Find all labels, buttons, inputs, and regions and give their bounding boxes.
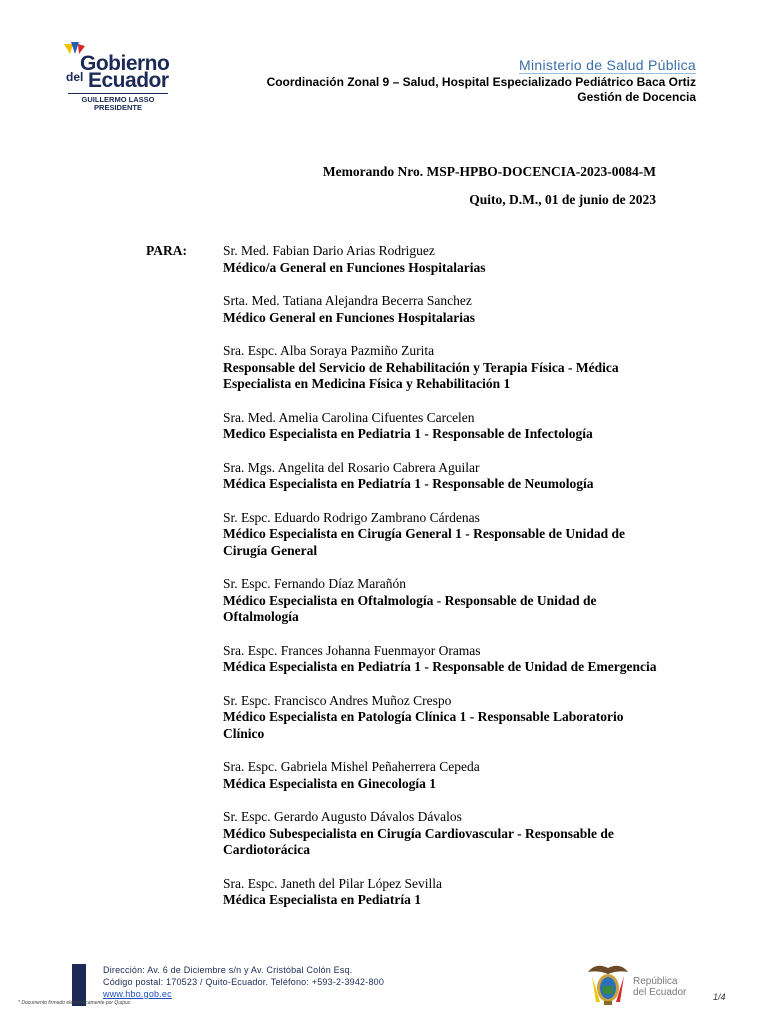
logo-text-ecuador: Ecuador (88, 69, 169, 92)
logo-text-gobierno: Gobierno (80, 52, 170, 75)
logo-text-del: del (66, 70, 84, 84)
recipient-name: Sra. Mgs. Angelita del Rosario Cabrera Aguilar (223, 459, 480, 475)
recipient-name: Sra. Espc. Gabriela Mishel Peñaherrera Cepeda (223, 759, 480, 774)
para-label: PARA: (146, 243, 187, 258)
recipient-role: Responsable del Servicio de Rehabilitación y Terapia Física - Médica Especialista en Medicina Física y Rehabilitación 1 (223, 359, 619, 391)
recipient-name: Sr. Espc. Fernando Díaz Marañón (223, 576, 406, 591)
recipient-entry (223, 460, 663, 493)
recipient-entry (223, 759, 663, 792)
logo-president-title: PRESIDENTE (94, 103, 142, 112)
footer-signature-note: * Documento firmado electrónicamente por Quipux (18, 1000, 131, 1006)
recipient-role: Médico Especialista en Oftalmología - Responsable de Unidad de Oftalmología (223, 592, 597, 624)
recipient-name: Sra. Med. Amelia Carolina Cifuentes Carcelen (223, 409, 475, 425)
document-header (267, 57, 696, 105)
recipient-role: Médica Especialista en Pediatría 1 (223, 892, 421, 907)
recipient-name: Sra. Espc. Janeth del Pilar López Sevilla (223, 875, 442, 891)
footer-contact (103, 964, 384, 1000)
recipient-entry (223, 809, 663, 859)
recipient-role: Médico Especialista en Patología Clínica 1 - Responsable Laboratorio Clínico (223, 709, 624, 741)
recipient-name: Sra. Espc. Frances Johanna Fuenmayor Oramas (223, 642, 481, 658)
recipient-role: Médico/a General en Funciones Hospitalarias (223, 259, 486, 275)
page-number: 1/4 (713, 992, 726, 1002)
footer-postal: Código postal: 170523 / Quito-Ecuador. Teléfono: +593-2-3942-800 (103, 977, 385, 987)
republic-line1: República (633, 976, 678, 987)
department-line: Gestión de Docencia (577, 90, 696, 104)
recipient-list (223, 243, 663, 926)
coat-of-arms-icon (584, 958, 632, 1006)
recipient-name: Sr. Espc. Gerardo Augusto Dávalos Dávalos (223, 809, 462, 824)
footer-website-link[interactable]: www.hbo.gob.ec (103, 989, 172, 999)
recipient-entry (223, 293, 663, 326)
coordination-line: Coordinación Zonal 9 – Salud, Hospital Especializado Pediátrico Baca Ortiz (266, 75, 696, 89)
logo-divider (68, 93, 168, 94)
recipient-entry (223, 876, 663, 909)
ministry-name: Ministerio de Salud Pública (519, 57, 696, 73)
memo-number: Memorando Nro. MSP-HPBO-DOCENCIA-2023-0084-M (322, 164, 656, 179)
recipient-role: Médica Especialista en Ginecología 1 (223, 775, 436, 791)
recipient-entry (223, 510, 663, 560)
recipient-entry (223, 693, 663, 743)
recipient-role: Médico Subespecialista en Cirugía Cardiovascular - Responsable de Cardiotorácica (223, 825, 614, 857)
recipient-entry (223, 643, 663, 676)
recipient-role: Médico General en Funciones Hospitalarias (223, 309, 475, 325)
recipient-entry (223, 243, 663, 276)
logo-president-name: GUILLERMO LASSO (81, 95, 155, 104)
memo-date: Quito, D.M., 01 de junio de 2023 (469, 192, 656, 207)
recipient-entry (223, 410, 663, 443)
recipient-entry (223, 576, 663, 626)
gobierno-logo (62, 40, 174, 110)
recipient-role: Médica Especialista en Pediatría 1 - Responsable de Unidad de Emergencia (223, 659, 657, 674)
republic-line2: del Ecuador (633, 987, 687, 998)
recipient-role: Médica Especialista en Pediatría 1 - Responsable de Neumología (223, 476, 594, 491)
footer-address: Dirección: Av. 6 de Diciembre s/n y Av. Cristóbal Colón Esq. (103, 965, 353, 975)
republic-wordmark (633, 976, 686, 998)
recipient-name: Srta. Med. Tatiana Alejandra Becerra Sanchez (223, 293, 472, 308)
recipient-name: Sr. Espc. Francisco Andres Muñoz Crespo (223, 692, 452, 708)
recipient-entry (223, 343, 663, 393)
recipient-name: Sr. Espc. Eduardo Rodrigo Zambrano Cárdenas (223, 509, 480, 525)
recipient-role: Medico Especialista en Pediatria 1 - Responsable de Infectología (223, 426, 593, 441)
recipient-name: Sr. Med. Fabian Dario Arias Rodriguez (223, 243, 435, 258)
recipient-name: Sra. Espc. Alba Soraya Pazmiño Zurita (223, 343, 435, 358)
recipient-role: Médico Especialista en Cirugía General 1 - Responsable de Unidad de Cirugía General (223, 526, 626, 558)
